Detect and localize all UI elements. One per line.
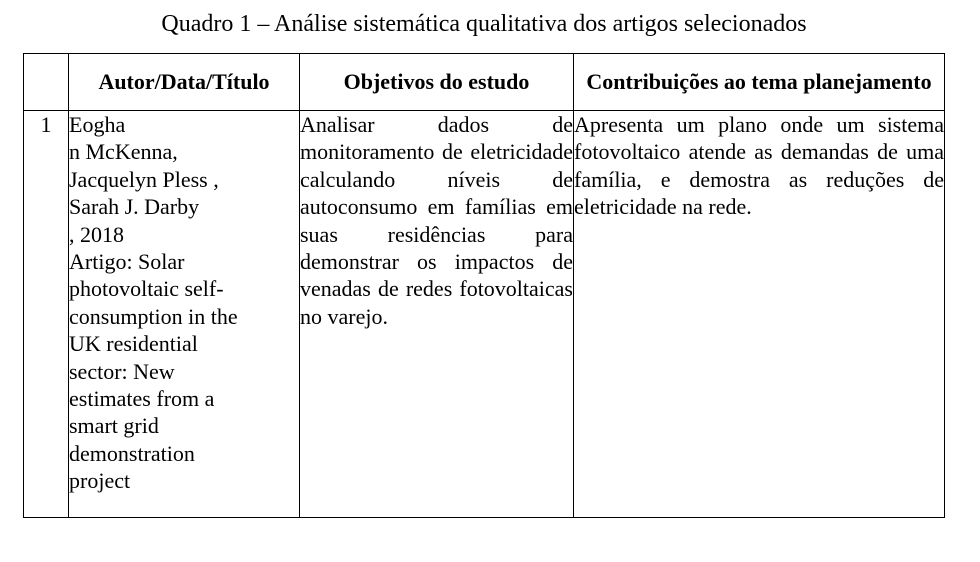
author-line: UK residential [69, 331, 198, 357]
header-author: Autor/Data/Título [69, 54, 300, 111]
table-row [24, 111, 945, 518]
author-line: consumption in the [69, 303, 238, 329]
row-number: 1 [24, 111, 69, 518]
author-line: Jacquelyn Pless , [69, 166, 219, 192]
author-line: , 2018 [69, 221, 124, 247]
header-row [24, 54, 945, 111]
author-line: estimates from a [69, 386, 215, 412]
header-contributions: Contribuições ao tema planejamento [574, 54, 945, 111]
author-line: Artigo: Solar [69, 249, 185, 275]
table-caption: Quadro 1 – Análise sistemática qualitativa dos artigos selecionados [161, 11, 807, 37]
author-line: sector: New [69, 358, 175, 384]
author-line: demonstration [69, 440, 195, 466]
header-objectives: Objetivos do estudo [300, 54, 574, 111]
author-line: n McKenna, [69, 139, 178, 165]
author-line: Sarah J. Darby [69, 194, 200, 220]
objectives-cell: Analisar dados de monitoramento de eletricidade calculando níveis de autoconsumo em famílias em suas residências para demonstrar os impactos de venadas de redes fotovoltaicas no varejo. [300, 111, 574, 518]
author-cell [69, 111, 300, 518]
header-number [24, 54, 69, 111]
contributions-cell: Apresenta um plano onde um sistema fotovoltaico atende as demandas de uma família, e demostra as reduções de eletricidade na rede. [574, 111, 945, 518]
author-line: photovoltaic self- [69, 276, 224, 302]
author-line: Eogha [69, 112, 126, 137]
author-line: project [69, 468, 131, 494]
analysis-table [23, 53, 945, 518]
author-line: smart grid [69, 413, 159, 439]
